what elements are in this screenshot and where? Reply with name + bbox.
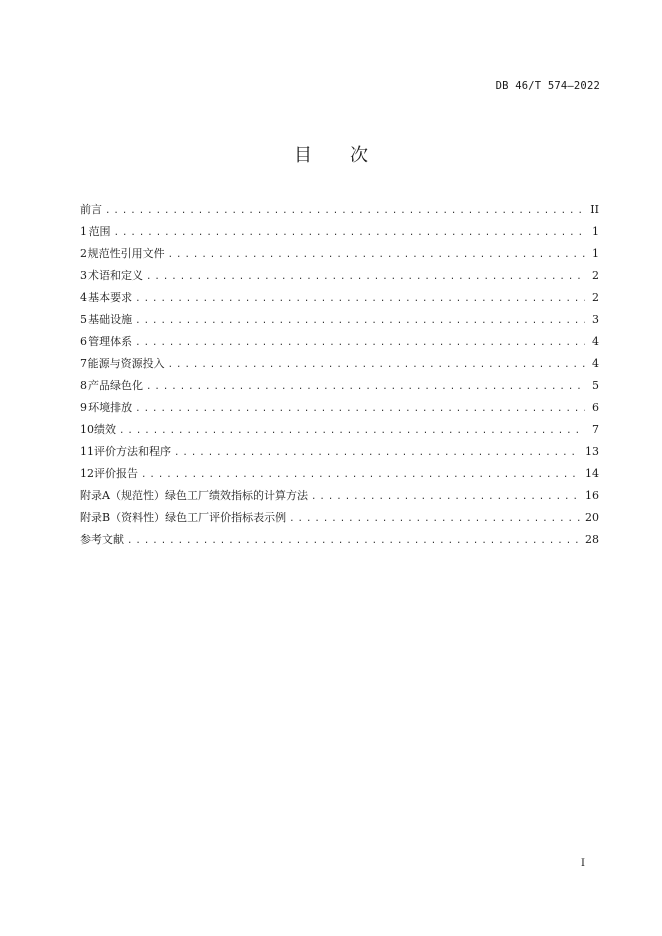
toc-entry-number: 5 xyxy=(80,313,87,326)
toc-entry-page: 5 xyxy=(592,379,599,392)
toc-entry[interactable] xyxy=(80,485,599,507)
toc-entry[interactable] xyxy=(80,309,599,331)
toc-entry[interactable] xyxy=(80,397,599,419)
toc-entry[interactable] xyxy=(80,375,599,397)
toc-entry-number: 1 xyxy=(80,225,87,238)
toc-entry-number: 3 xyxy=(80,269,87,282)
toc-entry[interactable] xyxy=(80,529,599,551)
toc-entry-page: 4 xyxy=(592,357,599,370)
toc-leader-dots xyxy=(311,486,581,508)
toc-entry-label: 基础设施 xyxy=(88,313,133,326)
toc-entry-label: 参考文献 xyxy=(80,533,124,546)
toc-entry[interactable] xyxy=(80,353,599,375)
toc-entry-label: 评价方法和程序 xyxy=(94,445,171,458)
toc-leader-dots xyxy=(174,442,581,464)
toc-leader-dots xyxy=(119,420,585,442)
toc-entry-label: 绩效 xyxy=(94,423,116,436)
toc-leader-dots xyxy=(135,310,585,332)
toc-entry-number: 11 xyxy=(80,445,94,458)
toc-entry-page: 2 xyxy=(592,291,599,304)
toc-entry-page: II xyxy=(590,203,599,216)
toc-leader-dots xyxy=(141,464,581,486)
toc-entry-page: 14 xyxy=(585,467,599,480)
toc-entry-label: 绿色工厂绩效指标的计算方法 xyxy=(164,489,308,502)
toc-entry[interactable] xyxy=(80,221,599,243)
toc-entry-number: 附录A（规范性） xyxy=(80,489,165,502)
toc-entry-number: 8 xyxy=(80,379,87,392)
toc-entry-page: 16 xyxy=(585,489,599,502)
toc-entry-number: 10 xyxy=(80,423,94,436)
toc-leader-dots xyxy=(135,288,585,310)
toc-entry-number: 4 xyxy=(80,291,87,304)
toc-entry-label: 评价报告 xyxy=(94,467,138,480)
toc-entry[interactable] xyxy=(80,199,599,221)
toc-entry-page: 4 xyxy=(592,335,599,348)
toc-entry-label: 能源与资源投入 xyxy=(87,357,165,370)
toc-leader-dots xyxy=(135,398,585,420)
toc-entry[interactable] xyxy=(80,287,599,309)
toc-leader-dots xyxy=(127,530,581,552)
toc-entry-page: 1 xyxy=(592,247,599,260)
toc-leader-dots xyxy=(105,200,585,222)
toc-entry[interactable] xyxy=(80,265,599,287)
toc-leader-dots xyxy=(135,332,585,354)
toc-entry[interactable] xyxy=(80,331,599,353)
toc-entry[interactable] xyxy=(80,419,599,441)
toc-title: 目次 xyxy=(294,145,406,166)
toc-entry-number: 12 xyxy=(80,467,94,480)
toc-entry-number: 6 xyxy=(80,335,87,348)
toc-entry-label: 范围 xyxy=(88,225,111,238)
toc-entry-label: 前言 xyxy=(80,203,102,216)
toc-entry[interactable] xyxy=(80,243,599,265)
toc-entry-page: 13 xyxy=(585,445,599,458)
toc-leader-dots xyxy=(168,354,585,376)
toc-entry-number: 7 xyxy=(80,357,87,370)
toc-entry-page: 2 xyxy=(592,269,599,282)
toc-entry-page: 28 xyxy=(585,533,599,546)
toc-entry-label: 基本要求 xyxy=(88,291,133,304)
toc-entry-page: 1 xyxy=(592,225,599,238)
toc-entry-page: 20 xyxy=(585,511,599,524)
toc-entry-page: 3 xyxy=(592,313,599,326)
toc-entry[interactable] xyxy=(80,507,599,529)
toc-entry-number: 2 xyxy=(80,247,87,260)
toc-entry-page: 7 xyxy=(592,423,599,436)
toc-entry-page: 6 xyxy=(592,401,599,414)
toc-leader-dots xyxy=(289,508,581,530)
toc-entry-number: 9 xyxy=(80,401,87,414)
toc-entry-label: 环境排放 xyxy=(88,401,133,414)
toc-entry-label: 规范性引用文件 xyxy=(87,247,165,260)
toc-entry[interactable] xyxy=(80,463,599,485)
toc-leader-dots xyxy=(146,266,585,288)
toc-entry[interactable] xyxy=(80,441,599,463)
toc-leader-dots xyxy=(168,244,585,266)
toc-entry-label: 术语和定义 xyxy=(87,269,143,282)
toc-leader-dots xyxy=(146,376,585,398)
toc-entry-label: 产品绿色化 xyxy=(87,379,143,392)
page-number: I xyxy=(581,858,585,869)
toc-leader-dots xyxy=(114,222,585,244)
document-code: DB 46/T 574—2022 xyxy=(495,80,600,92)
toc-entry-label: 管理体系 xyxy=(88,335,133,348)
toc-entry-label: 绿色工厂评价指标表示例 xyxy=(165,511,287,524)
table-of-contents xyxy=(80,199,599,551)
toc-entry-number: 附录B（资料性） xyxy=(80,511,166,524)
